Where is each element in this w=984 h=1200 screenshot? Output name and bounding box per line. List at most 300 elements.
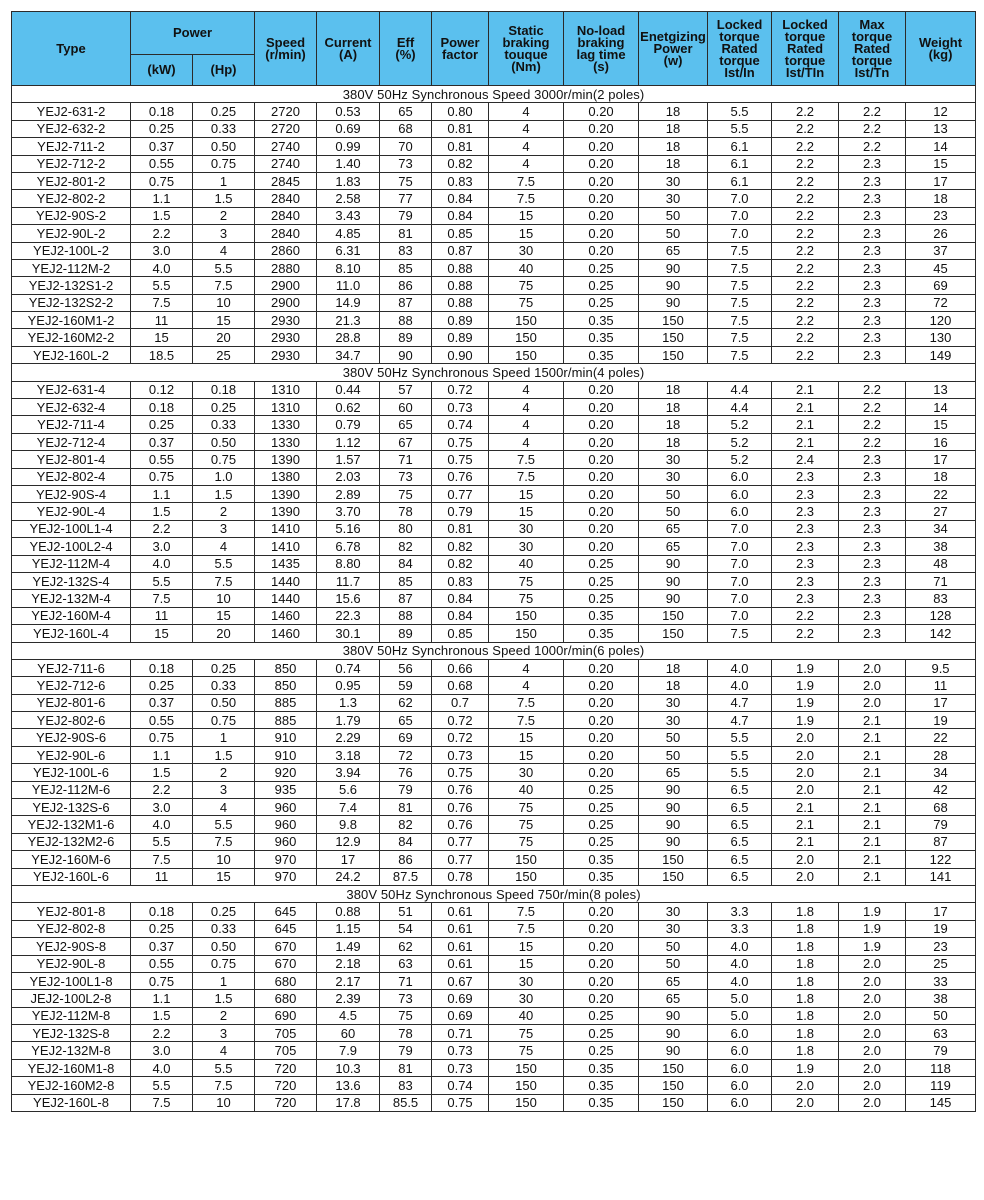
section-title: 380V 50Hz Synchronous Speed 1000r/min(6 poles) xyxy=(12,642,976,659)
table-row xyxy=(12,468,976,485)
table-cell: 0.74 xyxy=(432,1077,489,1094)
table-cell: 2.2 xyxy=(772,312,839,329)
table-cell: 2.0 xyxy=(772,851,839,868)
table-cell: 0.33 xyxy=(193,120,255,137)
table-cell: 2.29 xyxy=(317,729,380,746)
cell-type: YEJ2-100L-6 xyxy=(12,764,131,781)
table-cell: 4 xyxy=(489,677,564,694)
table-cell: 30 xyxy=(489,990,564,1007)
table-cell: 2.0 xyxy=(839,694,906,711)
cell-type: YEJ2-160L-6 xyxy=(12,868,131,885)
table-cell: 149 xyxy=(906,346,976,363)
cell-type: YEJ2-160M-6 xyxy=(12,851,131,868)
table-cell: 0.18 xyxy=(193,381,255,398)
table-cell: 10.3 xyxy=(317,1059,380,1076)
table-cell: 150 xyxy=(489,329,564,346)
table-cell: 142 xyxy=(906,625,976,642)
table-cell: 2.1 xyxy=(839,729,906,746)
cell-type: YEJ2-90L-4 xyxy=(12,503,131,520)
table-cell: 17 xyxy=(906,694,976,711)
table-cell: 30 xyxy=(489,242,564,259)
table-cell: 0.83 xyxy=(432,172,489,189)
table-cell: 885 xyxy=(255,694,317,711)
table-cell: 1310 xyxy=(255,399,317,416)
table-cell: 90 xyxy=(639,781,708,798)
table-cell: 6.0 xyxy=(708,1025,772,1042)
table-cell: 0.20 xyxy=(564,190,639,207)
table-cell: 1.1 xyxy=(131,485,193,502)
table-cell: 4.5 xyxy=(317,1007,380,1024)
table-cell: 0.73 xyxy=(432,1042,489,1059)
cell-type: YEJ2-132M-4 xyxy=(12,590,131,607)
table-cell: 90 xyxy=(639,590,708,607)
table-cell: 18 xyxy=(639,381,708,398)
table-cell: 1.49 xyxy=(317,938,380,955)
table-cell: 65 xyxy=(639,242,708,259)
table-row xyxy=(12,259,976,276)
table-cell: 0.82 xyxy=(432,538,489,555)
table-cell: 0.89 xyxy=(432,329,489,346)
table-cell: 0.84 xyxy=(432,590,489,607)
table-cell: 30 xyxy=(639,694,708,711)
table-cell: 2.2 xyxy=(772,277,839,294)
table-cell: 1.57 xyxy=(317,451,380,468)
table-cell: 2.2 xyxy=(839,138,906,155)
table-cell: 38 xyxy=(906,990,976,1007)
table-cell: 150 xyxy=(489,1059,564,1076)
table-cell: 7.5 xyxy=(489,451,564,468)
table-cell: 10 xyxy=(193,590,255,607)
table-cell: 0.77 xyxy=(432,851,489,868)
table-cell: 51 xyxy=(380,903,432,920)
table-cell: 1.9 xyxy=(772,659,839,676)
table-cell: 6.0 xyxy=(708,1094,772,1111)
table-cell: 75 xyxy=(380,1007,432,1024)
table-cell: 85 xyxy=(380,572,432,589)
table-cell: 0.25 xyxy=(193,103,255,120)
table-cell: 0.37 xyxy=(131,694,193,711)
table-cell: 13 xyxy=(906,381,976,398)
table-cell: 0.81 xyxy=(432,520,489,537)
table-cell: 0.44 xyxy=(317,381,380,398)
table-cell: 65 xyxy=(639,990,708,1007)
table-cell: 65 xyxy=(380,416,432,433)
table-cell: 0.75 xyxy=(432,764,489,781)
table-cell: 2.0 xyxy=(839,1007,906,1024)
table-cell: 2.1 xyxy=(839,781,906,798)
table-cell: 0.75 xyxy=(432,433,489,450)
table-cell: 0.33 xyxy=(193,416,255,433)
table-cell: 75 xyxy=(489,277,564,294)
table-cell: 90 xyxy=(639,259,708,276)
table-cell: 37 xyxy=(906,242,976,259)
table-cell: 0.85 xyxy=(432,225,489,242)
table-cell: 72 xyxy=(906,294,976,311)
table-cell: 0.62 xyxy=(317,399,380,416)
table-cell: 720 xyxy=(255,1059,317,1076)
table-cell: 15 xyxy=(489,225,564,242)
table-cell: 11 xyxy=(906,677,976,694)
table-cell: 1.8 xyxy=(772,972,839,989)
table-cell: 77 xyxy=(380,190,432,207)
table-cell: 15 xyxy=(131,329,193,346)
table-cell: 960 xyxy=(255,833,317,850)
table-cell: 2.1 xyxy=(772,799,839,816)
table-cell: 150 xyxy=(639,868,708,885)
table-cell: 1.12 xyxy=(317,433,380,450)
table-cell: 1.5 xyxy=(193,485,255,502)
table-cell: 50 xyxy=(639,746,708,763)
table-cell: 5.5 xyxy=(131,277,193,294)
table-cell: 62 xyxy=(380,938,432,955)
table-cell: 90 xyxy=(639,555,708,572)
table-cell: 90 xyxy=(639,816,708,833)
table-cell: 150 xyxy=(639,1059,708,1076)
table-cell: 50 xyxy=(639,225,708,242)
table-cell: 7.5 xyxy=(193,277,255,294)
table-cell: 150 xyxy=(639,1077,708,1094)
table-cell: 3.0 xyxy=(131,242,193,259)
cell-type: YEJ2-802-8 xyxy=(12,920,131,937)
table-cell: 1440 xyxy=(255,572,317,589)
table-cell: 85 xyxy=(380,259,432,276)
cell-type: YEJ2-632-2 xyxy=(12,120,131,137)
table-cell: 0.82 xyxy=(432,555,489,572)
table-cell: 20 xyxy=(193,329,255,346)
table-cell: 89 xyxy=(380,625,432,642)
cell-type: YEJ2-132M1-6 xyxy=(12,816,131,833)
table-cell: 150 xyxy=(639,1094,708,1111)
table-cell: 0.73 xyxy=(432,746,489,763)
table-cell: 14 xyxy=(906,399,976,416)
table-cell: 19 xyxy=(906,712,976,729)
table-cell: 0.7 xyxy=(432,694,489,711)
table-row xyxy=(12,103,976,120)
section-header-row xyxy=(12,86,976,103)
cell-type: JEJ2-100L2-8 xyxy=(12,990,131,1007)
table-cell: 18 xyxy=(639,416,708,433)
cell-type: YEJ2-112M-2 xyxy=(12,259,131,276)
table-row xyxy=(12,729,976,746)
table-cell: 6.0 xyxy=(708,468,772,485)
table-cell: 2.3 xyxy=(839,520,906,537)
table-cell: 13 xyxy=(906,120,976,137)
table-cell: 3 xyxy=(193,781,255,798)
table-cell: 0.35 xyxy=(564,1077,639,1094)
table-cell: 720 xyxy=(255,1077,317,1094)
table-cell: 18 xyxy=(639,138,708,155)
table-cell: 2.0 xyxy=(839,1025,906,1042)
table-cell: 25 xyxy=(193,346,255,363)
table-cell: 4 xyxy=(193,538,255,555)
table-cell: 970 xyxy=(255,868,317,885)
table-cell: 2740 xyxy=(255,138,317,155)
table-cell: 2.89 xyxy=(317,485,380,502)
table-row xyxy=(12,764,976,781)
table-cell: 2.2 xyxy=(839,103,906,120)
table-cell: 0.20 xyxy=(564,972,639,989)
table-cell: 3.0 xyxy=(131,799,193,816)
table-cell: 18 xyxy=(906,468,976,485)
table-cell: 7.5 xyxy=(489,468,564,485)
table-cell: 4.0 xyxy=(131,1059,193,1076)
table-cell: 2.3 xyxy=(839,155,906,172)
table-cell: 3 xyxy=(193,520,255,537)
table-cell: 0.25 xyxy=(193,659,255,676)
table-cell: 57 xyxy=(380,381,432,398)
table-cell: 5.0 xyxy=(708,990,772,1007)
table-row xyxy=(12,625,976,642)
table-cell: 150 xyxy=(489,868,564,885)
table-cell: 0.74 xyxy=(317,659,380,676)
table-row xyxy=(12,520,976,537)
table-cell: 19 xyxy=(906,920,976,937)
table-cell: 150 xyxy=(639,329,708,346)
table-cell: 2.3 xyxy=(839,625,906,642)
table-cell: 0.25 xyxy=(564,816,639,833)
table-cell: 2.3 xyxy=(839,207,906,224)
table-cell: 0.35 xyxy=(564,346,639,363)
table-cell: 2.2 xyxy=(772,346,839,363)
table-cell: 2.2 xyxy=(772,172,839,189)
table-cell: 7.5 xyxy=(708,625,772,642)
table-cell: 87 xyxy=(380,294,432,311)
table-cell: 2.0 xyxy=(839,677,906,694)
table-cell: 1.9 xyxy=(772,712,839,729)
header-weight: Weight (kg) xyxy=(906,12,976,86)
table-cell: 118 xyxy=(906,1059,976,1076)
table-cell: 90 xyxy=(639,833,708,850)
header-eff: Eff (%) xyxy=(380,12,432,86)
table-cell: 0.50 xyxy=(193,433,255,450)
table-cell: 0.20 xyxy=(564,485,639,502)
table-cell: 670 xyxy=(255,955,317,972)
table-cell: 15 xyxy=(906,416,976,433)
table-cell: 86 xyxy=(380,851,432,868)
table-cell: 0.35 xyxy=(564,868,639,885)
table-cell: 15 xyxy=(193,312,255,329)
table-cell: 65 xyxy=(380,712,432,729)
table-cell: 1.5 xyxy=(131,503,193,520)
table-cell: 2.3 xyxy=(839,590,906,607)
table-cell: 2.2 xyxy=(772,190,839,207)
table-cell: 2.0 xyxy=(772,746,839,763)
table-cell: 1.5 xyxy=(131,1007,193,1024)
table-cell: 1.8 xyxy=(772,1007,839,1024)
table-cell: 79 xyxy=(906,816,976,833)
table-cell: 2.0 xyxy=(772,1077,839,1094)
table-cell: 15 xyxy=(489,938,564,955)
table-cell: 2.0 xyxy=(839,972,906,989)
cell-type: YEJ2-802-2 xyxy=(12,190,131,207)
header-speed: Speed (r/min) xyxy=(255,12,317,86)
table-cell: 3 xyxy=(193,225,255,242)
table-cell: 72 xyxy=(380,746,432,763)
table-cell: 2.3 xyxy=(772,485,839,502)
table-row xyxy=(12,1007,976,1024)
table-cell: 0.80 xyxy=(432,103,489,120)
table-cell: 15 xyxy=(489,207,564,224)
table-cell: 68 xyxy=(380,120,432,137)
table-cell: 0.69 xyxy=(317,120,380,137)
table-cell: 4.4 xyxy=(708,399,772,416)
table-cell: 2.2 xyxy=(772,259,839,276)
cell-type: YEJ2-160L-4 xyxy=(12,625,131,642)
table-cell: 680 xyxy=(255,990,317,1007)
table-cell: 4 xyxy=(489,155,564,172)
table-cell: 82 xyxy=(380,538,432,555)
table-cell: 2.3 xyxy=(839,294,906,311)
table-cell: 0.25 xyxy=(564,781,639,798)
table-cell: 2.3 xyxy=(839,451,906,468)
table-cell: 2.2 xyxy=(772,625,839,642)
table-cell: 1380 xyxy=(255,468,317,485)
table-cell: 18 xyxy=(639,659,708,676)
header-static-braking: Static braking touque (Nm) xyxy=(489,12,564,86)
table-cell: 920 xyxy=(255,764,317,781)
table-cell: 4 xyxy=(489,103,564,120)
table-cell: 1.40 xyxy=(317,155,380,172)
table-cell: 45 xyxy=(906,259,976,276)
table-cell: 7.0 xyxy=(708,607,772,624)
table-cell: 3.3 xyxy=(708,903,772,920)
table-cell: 2.39 xyxy=(317,990,380,1007)
table-cell: 850 xyxy=(255,677,317,694)
table-cell: 0.66 xyxy=(432,659,489,676)
table-header xyxy=(12,12,976,86)
table-cell: 1330 xyxy=(255,416,317,433)
table-cell: 0.85 xyxy=(432,625,489,642)
table-cell: 60 xyxy=(317,1025,380,1042)
table-row xyxy=(12,572,976,589)
table-cell: 17 xyxy=(906,172,976,189)
table-body xyxy=(12,86,976,1112)
table-cell: 2.17 xyxy=(317,972,380,989)
table-cell: 75 xyxy=(489,833,564,850)
table-cell: 22.3 xyxy=(317,607,380,624)
table-cell: 30.1 xyxy=(317,625,380,642)
table-cell: 25 xyxy=(906,955,976,972)
table-cell: 2.1 xyxy=(839,764,906,781)
table-cell: 2.3 xyxy=(839,468,906,485)
table-cell: 2.2 xyxy=(772,103,839,120)
table-cell: 0.20 xyxy=(564,503,639,520)
table-cell: 2720 xyxy=(255,120,317,137)
table-cell: 150 xyxy=(639,625,708,642)
table-cell: 120 xyxy=(906,312,976,329)
table-cell: 15 xyxy=(489,503,564,520)
table-cell: 7.4 xyxy=(317,799,380,816)
cell-type: YEJ2-632-4 xyxy=(12,399,131,416)
table-cell: 0.88 xyxy=(432,259,489,276)
table-cell: 0.25 xyxy=(193,399,255,416)
table-cell: 2900 xyxy=(255,294,317,311)
table-cell: 40 xyxy=(489,259,564,276)
table-cell: 0.35 xyxy=(564,851,639,868)
table-cell: 130 xyxy=(906,329,976,346)
table-cell: 150 xyxy=(489,607,564,624)
table-cell: 0.61 xyxy=(432,938,489,955)
table-cell: 2930 xyxy=(255,329,317,346)
cell-type: YEJ2-132S-6 xyxy=(12,799,131,816)
table-cell: 5.5 xyxy=(708,764,772,781)
table-cell: 1310 xyxy=(255,381,317,398)
table-cell: 0.74 xyxy=(432,416,489,433)
table-cell: 0.53 xyxy=(317,103,380,120)
table-cell: 56 xyxy=(380,659,432,676)
table-cell: 6.1 xyxy=(708,155,772,172)
table-cell: 910 xyxy=(255,746,317,763)
table-cell: 0.75 xyxy=(432,1094,489,1111)
cell-type: YEJ2-711-2 xyxy=(12,138,131,155)
table-cell: 7.5 xyxy=(193,1077,255,1094)
table-cell: 11.0 xyxy=(317,277,380,294)
table-cell: 7.0 xyxy=(708,590,772,607)
table-cell: 645 xyxy=(255,920,317,937)
table-cell: 2.2 xyxy=(131,520,193,537)
table-cell: 0.20 xyxy=(564,120,639,137)
table-cell: 0.73 xyxy=(432,399,489,416)
table-cell: 0.20 xyxy=(564,538,639,555)
table-cell: 0.68 xyxy=(432,677,489,694)
table-cell: 6.0 xyxy=(708,1042,772,1059)
table-cell: 73 xyxy=(380,468,432,485)
table-cell: 2.0 xyxy=(772,764,839,781)
table-cell: 7.5 xyxy=(489,172,564,189)
table-cell: 3.70 xyxy=(317,503,380,520)
table-cell: 2.3 xyxy=(839,242,906,259)
table-cell: 90 xyxy=(639,572,708,589)
table-cell: 0.20 xyxy=(564,416,639,433)
table-cell: 122 xyxy=(906,851,976,868)
cell-type: YEJ2-802-4 xyxy=(12,468,131,485)
table-cell: 1460 xyxy=(255,625,317,642)
table-cell: 1.8 xyxy=(772,1025,839,1042)
table-cell: 0.25 xyxy=(564,799,639,816)
table-cell: 0.55 xyxy=(131,712,193,729)
table-cell: 5.6 xyxy=(317,781,380,798)
table-cell: 84 xyxy=(380,833,432,850)
table-cell: 119 xyxy=(906,1077,976,1094)
table-cell: 4.85 xyxy=(317,225,380,242)
table-row xyxy=(12,659,976,676)
table-cell: 3.0 xyxy=(131,538,193,555)
table-cell: 15 xyxy=(193,868,255,885)
table-cell: 2.2 xyxy=(131,781,193,798)
table-cell: 0.20 xyxy=(564,712,639,729)
table-cell: 2.3 xyxy=(772,520,839,537)
table-cell: 71 xyxy=(906,572,976,589)
table-cell: 90 xyxy=(639,1025,708,1042)
table-cell: 0.25 xyxy=(564,1025,639,1042)
table-cell: 6.5 xyxy=(708,781,772,798)
table-cell: 7.0 xyxy=(708,225,772,242)
table-cell: 16 xyxy=(906,433,976,450)
table-cell: 2.3 xyxy=(839,555,906,572)
table-cell: 18 xyxy=(639,399,708,416)
table-cell: 2.3 xyxy=(839,346,906,363)
table-row xyxy=(12,694,976,711)
table-cell: 1.79 xyxy=(317,712,380,729)
table-cell: 63 xyxy=(906,1025,976,1042)
table-cell: 1 xyxy=(193,729,255,746)
table-cell: 5.5 xyxy=(708,746,772,763)
cell-type: YEJ2-132S-4 xyxy=(12,572,131,589)
table-cell: 150 xyxy=(639,851,708,868)
table-row xyxy=(12,677,976,694)
table-cell: 2.0 xyxy=(839,1042,906,1059)
table-cell: 87 xyxy=(380,590,432,607)
